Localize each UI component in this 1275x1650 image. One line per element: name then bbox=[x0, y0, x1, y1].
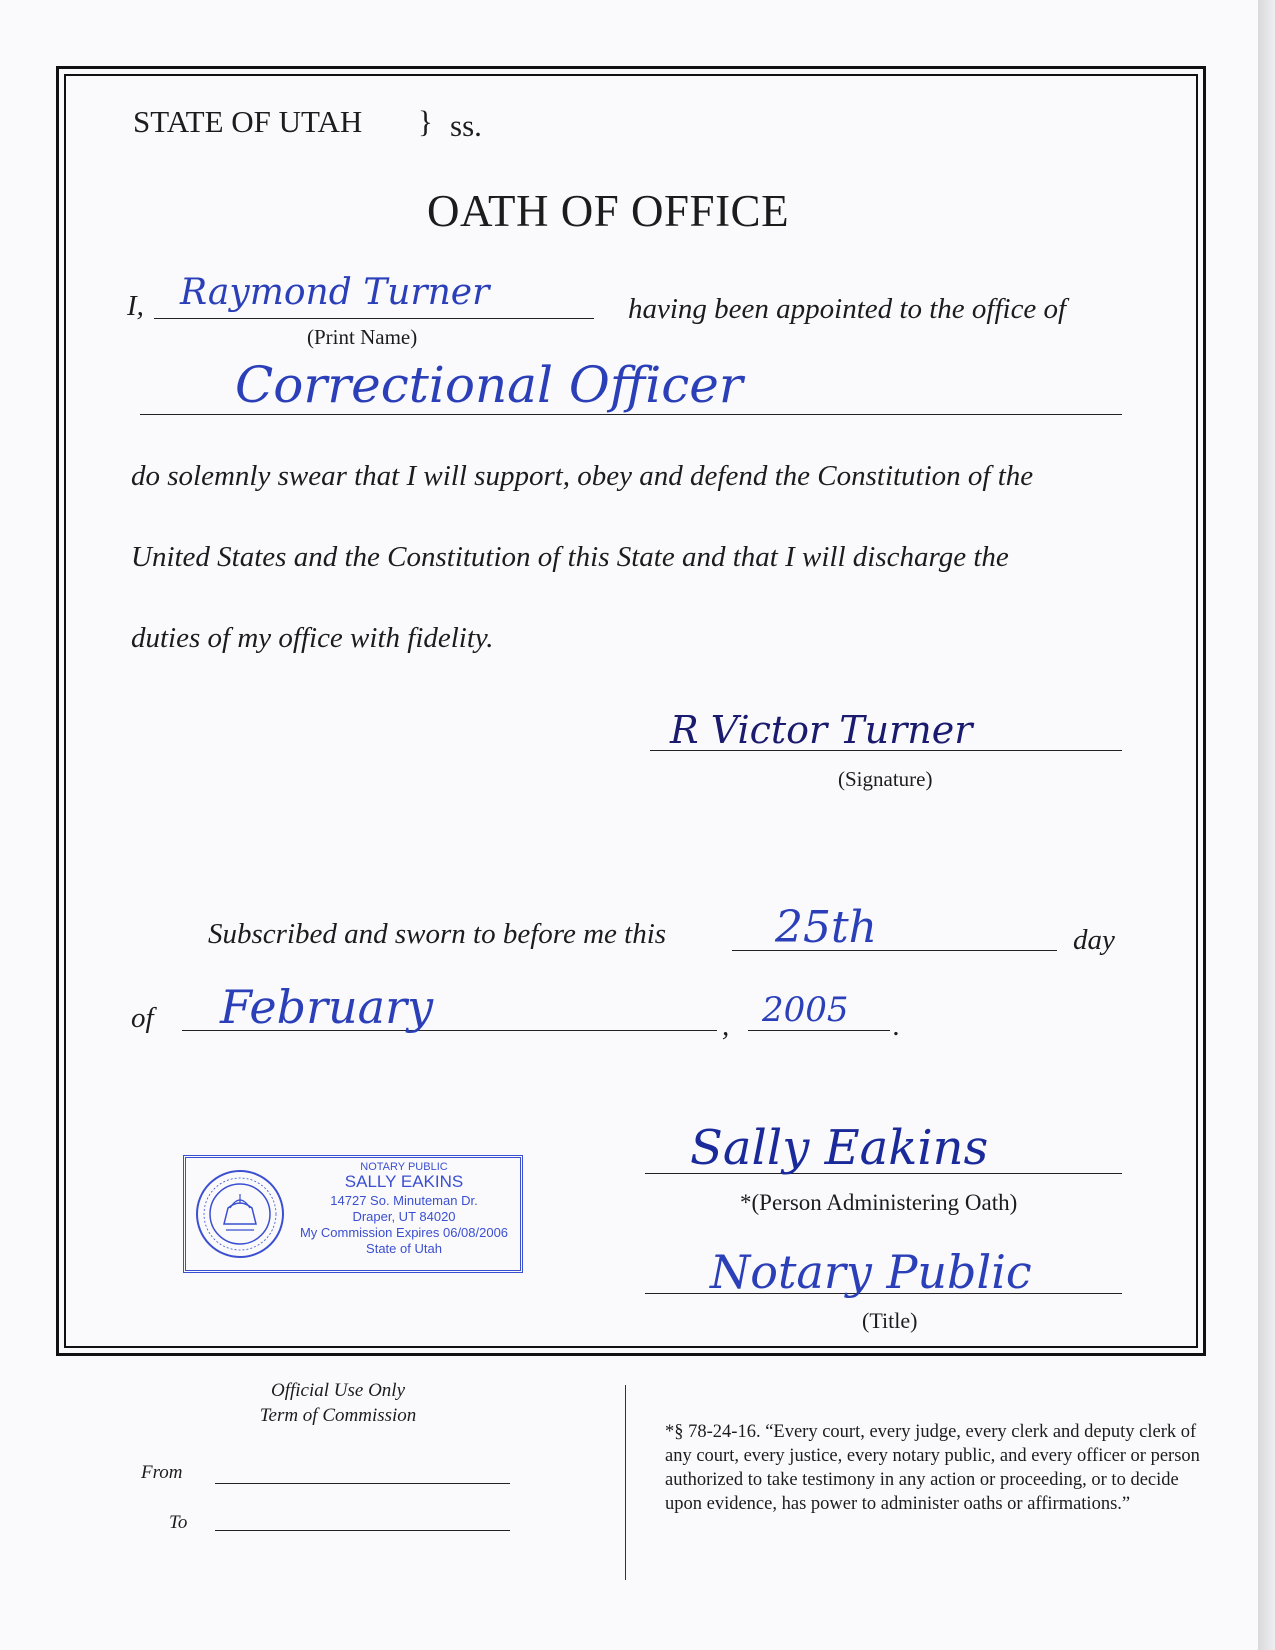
signature-handwritten: R Victor Turner bbox=[670, 708, 973, 752]
administrator-handwritten: Sally Eakins bbox=[690, 1120, 989, 1176]
official-use-heading: Official Use Only bbox=[270, 1380, 406, 1401]
stamp-line1: NOTARY PUBLIC bbox=[360, 1161, 448, 1173]
stamp-line2: SALLY EAKINS bbox=[344, 1172, 464, 1191]
signature-caption: (Signature) bbox=[838, 767, 933, 791]
state-seal-icon bbox=[194, 1168, 286, 1260]
period: . bbox=[893, 1010, 901, 1042]
print-name-caption: (Print Name) bbox=[307, 325, 418, 349]
term-of-commission-heading: Term of Commission bbox=[259, 1405, 417, 1426]
page-edge bbox=[1258, 0, 1275, 1650]
year-line bbox=[748, 1030, 890, 1031]
title-caption: (Title) bbox=[862, 1308, 918, 1333]
stamp-line4: Draper, UT 84020 bbox=[352, 1209, 456, 1224]
state-label: STATE OF UTAH bbox=[133, 104, 363, 139]
office-handwritten: Correctional Officer bbox=[235, 356, 743, 414]
year-handwritten: 2005 bbox=[762, 990, 849, 1030]
document-title: OATH OF OFFICE bbox=[427, 186, 790, 236]
statute-note: *§ 78-24-16. “Every court, every judge, every clerk and deputy clerk of any court, every justice, every notary public, and every officer or person authorized to take testimony in any action or proceeding, or to decide upon evidence, has power to administer oaths or affirmations.” bbox=[665, 1422, 1200, 1514]
day-label: day bbox=[1073, 924, 1115, 956]
brace-symbol: } bbox=[418, 104, 433, 139]
stamp-line3: 14727 So. Minuteman Dr. bbox=[330, 1193, 478, 1208]
of-label: of bbox=[131, 1002, 154, 1034]
oath-paragraph-line1: do solemnly swear that I will support, obey and defend the Constitution of the bbox=[131, 460, 1034, 492]
comma: , bbox=[722, 1010, 730, 1042]
print-name-line bbox=[154, 318, 594, 319]
administrator-caption: *(Person Administering Oath) bbox=[740, 1190, 1018, 1215]
to-field-line[interactable] bbox=[215, 1530, 510, 1531]
appointed-text: having been appointed to the office of bbox=[628, 293, 1067, 325]
notary-stamp bbox=[183, 1155, 523, 1273]
i-label: I, bbox=[127, 290, 144, 322]
stamp-line6: State of Utah bbox=[366, 1241, 442, 1256]
ss-label: ss. bbox=[450, 108, 482, 143]
title-handwritten: Notary Public bbox=[710, 1245, 1032, 1299]
month-handwritten: February bbox=[220, 980, 434, 1034]
print-name-handwritten: Raymond Turner bbox=[180, 272, 490, 313]
stamp-line5: My Commission Expires 06/08/2006 bbox=[299, 1225, 509, 1240]
oath-paragraph-line3: duties of my office with fidelity. bbox=[131, 622, 494, 654]
day-handwritten: 25th bbox=[775, 902, 878, 953]
footer-divider bbox=[625, 1385, 626, 1580]
to-label: To bbox=[169, 1512, 188, 1533]
oath-paragraph-line2: United States and the Constitution of this State and that I will discharge the bbox=[131, 541, 1009, 573]
from-label: From bbox=[141, 1462, 183, 1483]
office-line bbox=[140, 414, 1122, 415]
from-field-line[interactable] bbox=[215, 1483, 510, 1484]
subscribed-text: Subscribed and sworn to before me this bbox=[208, 918, 667, 950]
